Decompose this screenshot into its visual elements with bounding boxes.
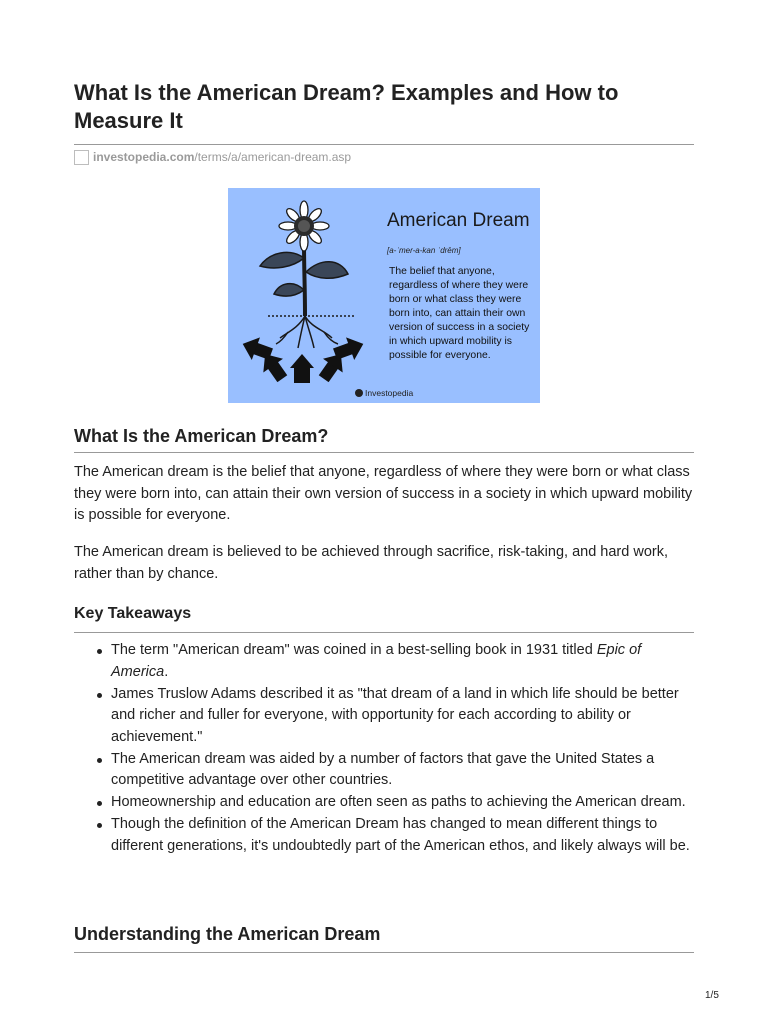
paragraph-definition: The American dream is the belief that anyone, regardless of where they were born or what class they were born into, can attain their own version of success in a society in which upward mobility is possible for everyone. [74,464,693,523]
source-domain: investopedia.com [93,150,195,164]
favicon-placeholder-icon [74,150,89,165]
section-heading-what-is: What Is the American Dream? [74,426,329,446]
list-item: Homeownership and education are often seen as paths to achieving the American dream. [74,792,694,814]
source-url[interactable] [74,148,351,166]
hero-illustration [228,188,540,403]
hero-definition: The belief that anyone, regardless of where they were born or what class they were born into, can attain their own version of success in a society in which upward mobility is possible for everyone. [389,266,530,361]
key-takeaways-divider [74,632,694,633]
list-item: The term "American dream" was coined in a best-selling book in 1931 titled Epic of America. [74,640,694,683]
hero-term: American Dream [387,210,530,231]
investopedia-logo-icon [355,389,363,397]
page-number: 1/5 [705,990,719,1001]
list-item: Though the definition of the American Dream has changed to mean different things to different generations, it's undoubtedly part of the American ethos, and likely always will be. [74,814,694,857]
list-item: James Truslow Adams described it as "that dream of a land in which life should be better and richer and fuller for everyone, with opportunity for each according to ability or achievement." [74,684,694,749]
page-title: What Is the American Dream? Examples and How to Measure It [74,80,619,133]
section-divider [74,452,694,453]
hero-pronunciation: [a-ˈmer-a-kan ˈdrēm] [387,246,461,255]
hero-brand [355,388,413,398]
paragraph-achievement: The American dream is believed to be achieved through sacrifice, risk-taking, and hard work, rather than by chance. [74,544,668,582]
list-item: The American dream was aided by a number of factors that gave the United States a competitive advantage over other countries. [74,749,694,792]
source-path: /terms/a/american-dream.asp [194,150,352,164]
key-takeaways-list [74,640,694,858]
key-takeaways-heading: Key Takeaways [74,605,192,622]
title-divider [74,144,694,145]
hero-brand-label: Investopedia [365,388,414,398]
section-heading-understanding: Understanding the American Dream [74,924,381,944]
section-divider [74,952,694,953]
